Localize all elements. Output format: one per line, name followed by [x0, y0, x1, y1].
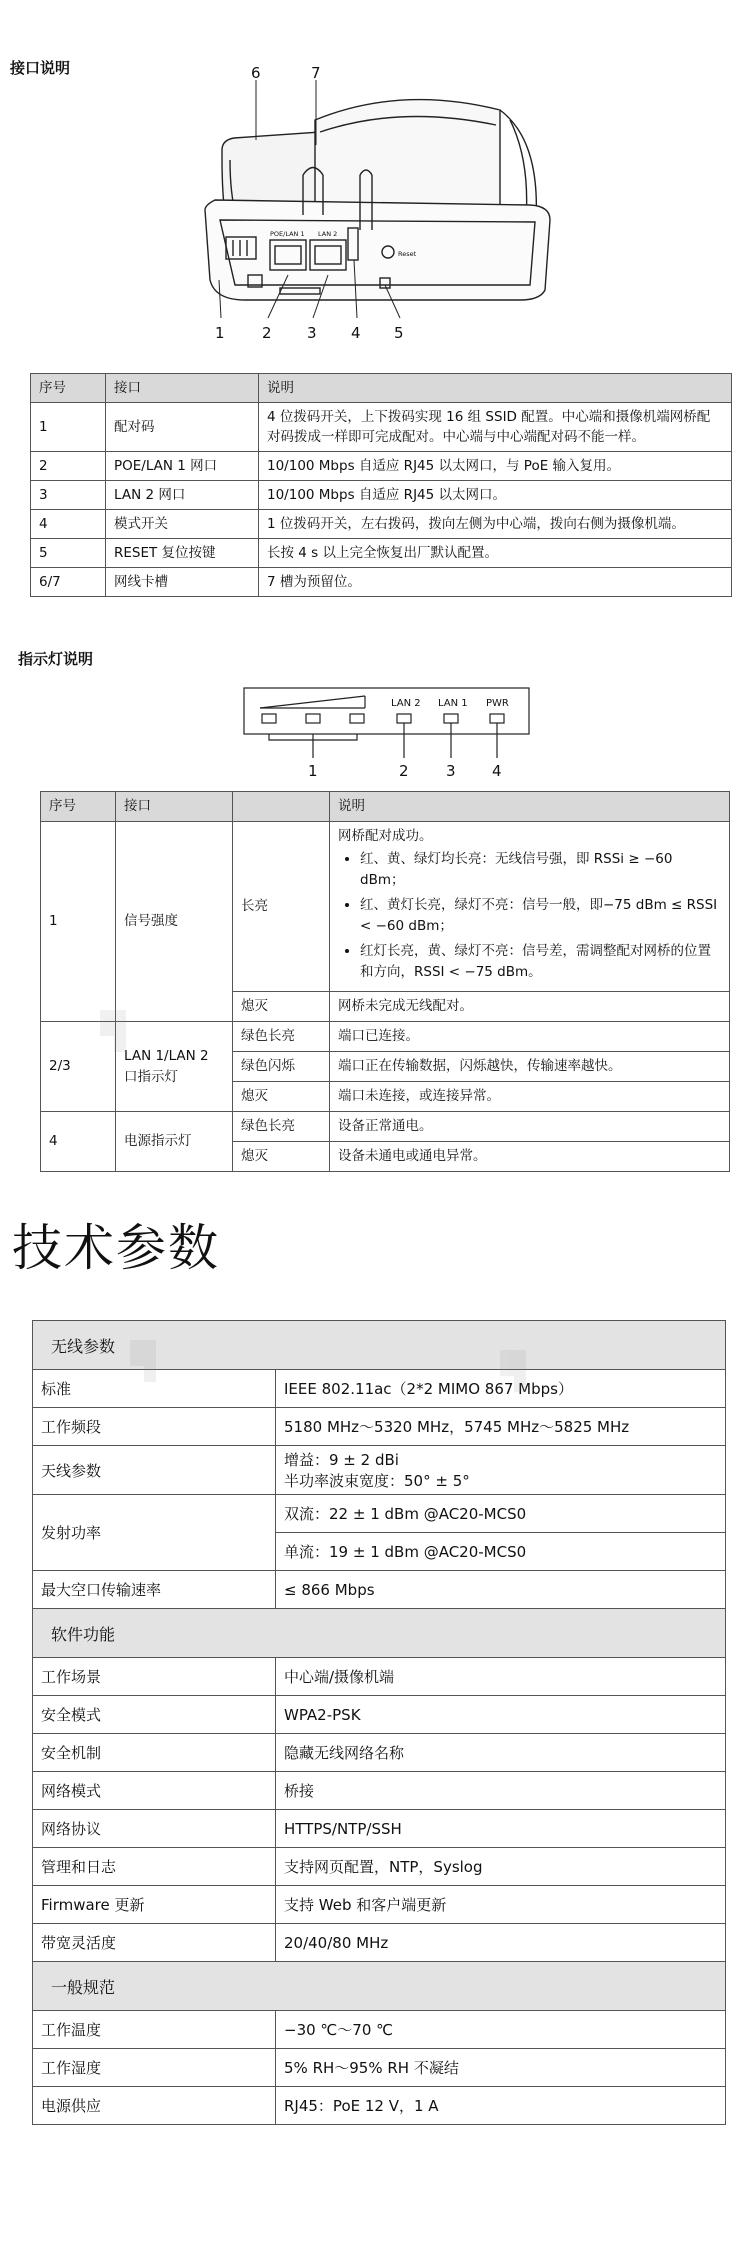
cell-desc: 网桥未完成无线配对。 — [330, 992, 730, 1022]
spec-key: 电源供应 — [33, 2087, 276, 2125]
cell-no: 4 — [41, 1112, 116, 1172]
callout-5: 5 — [394, 324, 404, 342]
spec-key: 管理和日志 — [33, 1848, 276, 1886]
spec-value: WPA2-PSK — [276, 1696, 726, 1734]
table-row — [31, 452, 732, 481]
cell-no: 6/7 — [31, 568, 106, 597]
cell-desc: 长按 4 s 以上完全恢复出厂默认配置。 — [259, 539, 732, 568]
callout-7: 7 — [311, 64, 321, 82]
cell-no: 1 — [41, 822, 116, 1022]
spec-row — [33, 2049, 726, 2087]
spec-key: 工作频段 — [33, 1408, 276, 1446]
table-row — [41, 1112, 730, 1142]
specs-table — [32, 1320, 726, 2125]
table-row — [41, 822, 730, 992]
cell-no: 2/3 — [41, 1022, 116, 1112]
cell-desc: 10/100 Mbps 自适应 RJ45 以太网口。 — [259, 481, 732, 510]
signal-intro: 网桥配对成功。 — [338, 828, 433, 844]
cell-interface: POE/LAN 1 网口 — [106, 452, 259, 481]
spec-value — [276, 1446, 726, 1495]
interface-table — [30, 373, 732, 597]
table-row — [31, 481, 732, 510]
spec-value: 隐藏无线网络名称 — [276, 1734, 726, 1772]
cell-desc: 7 槽为预留位。 — [259, 568, 732, 597]
spec-row — [33, 1446, 726, 1495]
cell-state: 熄灭 — [233, 1142, 330, 1172]
spec-key: 工作场景 — [33, 1658, 276, 1696]
spec-group-label: 软件功能 — [33, 1609, 726, 1658]
cell-state: 熄灭 — [233, 1082, 330, 1112]
cell-desc: 端口已连接。 — [330, 1022, 730, 1052]
spec-key: 带宽灵活度 — [33, 1924, 276, 1962]
led-label-lan2: LAN 2 — [391, 698, 421, 709]
spec-key: 标准 — [33, 1370, 276, 1408]
spec-group-row — [33, 1321, 726, 1370]
cell-state: 绿色长亮 — [233, 1022, 330, 1052]
port-label-poe-lan1: POE/LAN 1 — [270, 230, 305, 238]
spec-row — [33, 1848, 726, 1886]
spec-value-line: 半功率波束宽度：50° ± 5° — [284, 1472, 470, 1490]
cell-state: 绿色长亮 — [233, 1112, 330, 1142]
spec-value: 双流：22 ± 1 dBm @AC20-MCS0 — [276, 1495, 726, 1533]
spec-value: 桥接 — [276, 1772, 726, 1810]
spec-key: 天线参数 — [33, 1446, 276, 1495]
device-ports-diagram — [200, 64, 570, 355]
table-row — [41, 1022, 730, 1052]
spec-group-label: 一般规范 — [33, 1962, 726, 2011]
spec-row — [33, 1370, 726, 1408]
spec-row — [33, 1772, 726, 1810]
cell-interface: 网线卡槽 — [106, 568, 259, 597]
port-label-lan2: LAN 2 — [318, 230, 338, 238]
header-no: 序号 — [41, 792, 116, 822]
spec-value: 中心端/摄像机端 — [276, 1658, 726, 1696]
led-label-pwr: PWR — [486, 698, 509, 709]
indicator-section-title: 指示灯说明 — [18, 650, 94, 668]
cell-desc — [330, 822, 730, 992]
spec-value: −30 ℃～70 ℃ — [276, 2011, 726, 2049]
table-header-row — [31, 374, 732, 403]
spec-key: 最大空口传输速率 — [33, 1571, 276, 1609]
cell-desc: 10/100 Mbps 自适应 RJ45 以太网口，与 PoE 输入复用。 — [259, 452, 732, 481]
cell-desc: 设备正常通电。 — [330, 1112, 730, 1142]
port-label-reset: Reset — [398, 250, 417, 258]
cell-state: 绿色闪烁 — [233, 1052, 330, 1082]
table-row — [31, 403, 732, 452]
specs-title: 技术参数 — [12, 1219, 220, 1277]
header-interface: 接口 — [116, 792, 233, 822]
spec-value: HTTPS/NTP/SSH — [276, 1810, 726, 1848]
signal-bullet: • 红、黄灯长亮，绿灯不亮：信号一般，即−75 dBm ≤ RSSI < −60 dBm； — [360, 895, 721, 937]
signal-bullet: • 红灯长亮，黄、绿灯不亮：信号差，需调整配对网桥的位置和方向，RSSI < −75 dBm。 — [360, 941, 721, 983]
cell-no: 2 — [31, 452, 106, 481]
spec-key: 网络协议 — [33, 1810, 276, 1848]
spec-row — [33, 1658, 726, 1696]
spec-row — [33, 1734, 726, 1772]
cell-desc: 端口未连接，或连接异常。 — [330, 1082, 730, 1112]
indicator-table — [40, 791, 730, 1172]
led-callout-4: 4 — [492, 762, 502, 780]
spec-row — [33, 2087, 726, 2125]
callout-1: 1 — [215, 324, 225, 342]
interface-section-title: 接口说明 — [10, 59, 71, 77]
callout-2: 2 — [262, 324, 272, 342]
callout-3: 3 — [307, 324, 317, 342]
cell-no: 1 — [31, 403, 106, 452]
cell-desc: 端口正在传输数据，闪烁越快，传输速率越快。 — [330, 1052, 730, 1082]
led-callout-3: 3 — [446, 762, 456, 780]
spec-value: ≤ 866 Mbps — [276, 1571, 726, 1609]
spec-group-row — [33, 1962, 726, 2011]
cell-interface: LAN 2 网口 — [106, 481, 259, 510]
spec-group-row — [33, 1609, 726, 1658]
spec-key: 网络模式 — [33, 1772, 276, 1810]
header-desc: 说明 — [330, 792, 730, 822]
cell-interface: 电源指示灯 — [116, 1112, 233, 1172]
spec-group-label: 无线参数 — [33, 1321, 726, 1370]
spec-row — [33, 1810, 726, 1848]
table-row — [31, 510, 732, 539]
cell-no: 5 — [31, 539, 106, 568]
spec-value: 20/40/80 MHz — [276, 1924, 726, 1962]
signal-bullet-list — [338, 849, 721, 983]
cell-desc: 1 位拨码开关，左右拨码，拨向左侧为中心端，拨向右侧为摄像机端。 — [259, 510, 732, 539]
spec-value: 单流：19 ± 1 dBm @AC20-MCS0 — [276, 1533, 726, 1571]
cell-no: 4 — [31, 510, 106, 539]
cell-desc: 4 位拨码开关，上下拨码实现 16 组 SSID 配置。中心端和摄像机端网桥配对码拨成一样即可完成配对。中心端与中心端配对码不能一样。 — [259, 403, 732, 452]
spec-row — [33, 1924, 726, 1962]
spec-value: 支持网页配置，NTP，Syslog — [276, 1848, 726, 1886]
spec-key: 发射功率 — [33, 1495, 276, 1571]
cell-interface: LAN 1/LAN 2 口指示灯 — [116, 1022, 233, 1112]
cell-state: 熄灭 — [233, 992, 330, 1022]
spec-key: Firmware 更新 — [33, 1886, 276, 1924]
cell-state: 长亮 — [233, 822, 330, 992]
cell-interface: RESET 复位按键 — [106, 539, 259, 568]
spec-value: IEEE 802.11ac（2*2 MIMO 867 Mbps） — [276, 1370, 726, 1408]
spec-value: 5180 MHz～5320 MHz，5745 MHz～5825 MHz — [276, 1408, 726, 1446]
spec-value-line: 增益：9 ± 2 dBi — [284, 1451, 399, 1469]
header-interface: 接口 — [106, 374, 259, 403]
table-row — [31, 539, 732, 568]
spec-value: 支持 Web 和客户端更新 — [276, 1886, 726, 1924]
spec-row — [33, 1696, 726, 1734]
spec-row — [33, 1408, 726, 1446]
spec-row — [33, 1571, 726, 1609]
led-label-lan1: LAN 1 — [438, 698, 468, 709]
table-header-row — [41, 792, 730, 822]
spec-row — [33, 1886, 726, 1924]
signal-bullet: • 红、黄、绿灯均长亮：无线信号强，即 RSSi ≥ −60 dBm； — [360, 849, 721, 891]
spec-value: RJ45：PoE 12 V，1 A — [276, 2087, 726, 2125]
spec-row — [33, 1495, 726, 1533]
cell-interface: 模式开关 — [106, 510, 259, 539]
cell-interface: 配对码 — [106, 403, 259, 452]
cell-desc: 设备未通电或通电异常。 — [330, 1142, 730, 1172]
led-callout-1: 1 — [308, 762, 318, 780]
spec-key: 工作湿度 — [33, 2049, 276, 2087]
led-callout-2: 2 — [399, 762, 409, 780]
spec-value: 5% RH～95% RH 不凝结 — [276, 2049, 726, 2087]
spec-key: 安全机制 — [33, 1734, 276, 1772]
header-no: 序号 — [31, 374, 106, 403]
cell-interface: 信号强度 — [116, 822, 233, 1022]
spec-key: 工作温度 — [33, 2011, 276, 2049]
cell-no: 3 — [31, 481, 106, 510]
callout-6: 6 — [251, 64, 261, 82]
spec-key: 安全模式 — [33, 1696, 276, 1734]
spec-row — [33, 2011, 726, 2049]
callout-4: 4 — [351, 324, 361, 342]
indicator-panel-diagram — [240, 686, 540, 786]
header-desc: 说明 — [259, 374, 732, 403]
table-row — [31, 568, 732, 597]
header-state — [233, 792, 330, 822]
